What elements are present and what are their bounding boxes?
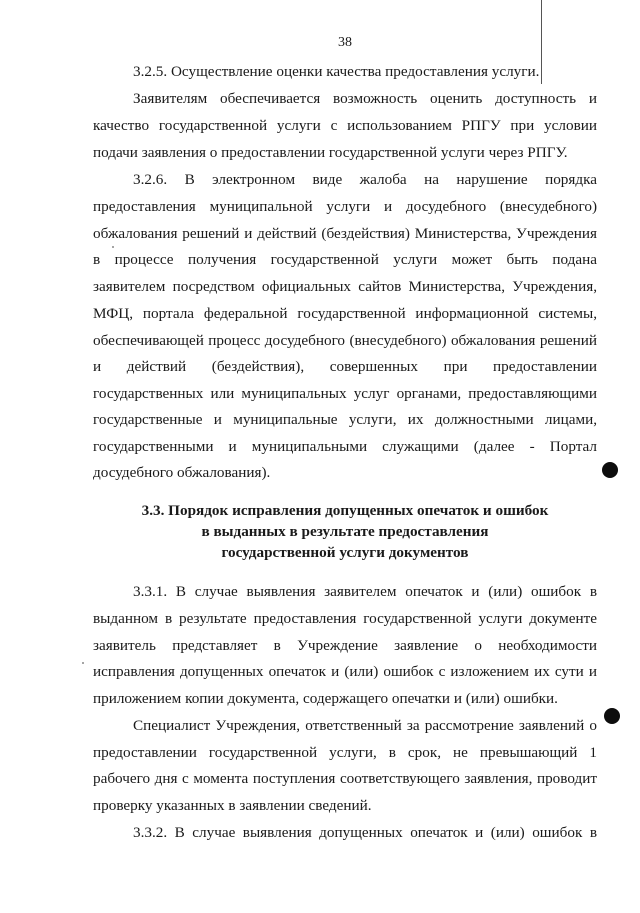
- section-heading: государственной услуги документов: [221, 544, 469, 561]
- paragraph-line: заявитель представляет в Учреждение заявление о необходимости: [93, 637, 597, 654]
- paragraph-3-3-2-line: 3.3.2. В случае выявления допущенных опечаток и (или) ошибок в: [133, 824, 597, 841]
- paragraph-line: подачи заявления о предоставлении государственной услуги через РПГУ.: [93, 144, 568, 161]
- paragraph-line: исправления допущенных опечаток и (или) ошибок с изложением их сути и: [93, 663, 597, 680]
- binder-hole: [604, 708, 620, 724]
- paragraph-line: государственных или муниципальных услуг органами, предоставляющими: [93, 385, 597, 402]
- paragraph-line: в процессе получения государственной услуги может быть подана: [93, 251, 597, 268]
- paragraph-line: и действий (бездействия), совершенных при предоставлении: [93, 358, 597, 375]
- page-number: 38: [338, 35, 352, 50]
- paragraph-line: досудебного обжалования).: [93, 464, 271, 481]
- paragraph-line: государственными и муниципальными служащими (далее - Портал: [93, 438, 597, 455]
- paragraph-3-3-1-line: 3.3.1. В случае выявления заявителем опечаток и (или) ошибок в: [133, 583, 597, 600]
- paragraph-line: Специалист Учреждения, ответственный за рассмотрение заявлений о: [133, 717, 597, 734]
- paragraph-line: Заявителям обеспечивается возможность оценить доступность и: [133, 90, 597, 107]
- binder-hole: [602, 462, 618, 478]
- paragraph-line: предоставления муниципальной услуги и досудебного (внесудебного): [93, 198, 597, 215]
- paragraph-line: заявителем посредством официальных сайтов Министерства, Учреждения,: [93, 278, 597, 295]
- paragraph-line: обеспечивающей процесс досудебного (внесудебного) обжалования решений: [93, 332, 597, 349]
- paragraph-line: государственные и муниципальные услуги, их должностными лицами,: [93, 411, 597, 428]
- paragraph-line: обжалования решений и действий (бездействия) Министерства, Учреждения: [93, 225, 597, 242]
- paragraph-line: предоставлении государственной услуги, в срок, не превышающий 1: [93, 744, 597, 761]
- scan-speck: [112, 246, 114, 248]
- paragraph-line: рабочего дня с момента поступления соответствующего заявления, проводит: [93, 770, 597, 787]
- paragraph-line: выданном в результате предоставления государственной услуги документе: [93, 610, 597, 627]
- paragraph-line: приложением копии документа, содержащего опечатки и (или) ошибки.: [93, 690, 558, 707]
- paragraph-3-2-6-line: 3.2.6. В электронном виде жалоба на нарушение порядка: [133, 171, 597, 188]
- paragraph-line: проверку указанных в заявлении сведений.: [93, 797, 372, 814]
- scan-speck: [82, 662, 84, 664]
- section-heading: в выданных в результате предоставления: [201, 523, 489, 540]
- paragraph-line: МФЦ, портала федеральной государственной информационной системы,: [93, 305, 597, 322]
- paragraph-line: качество государственной услуги с использованием РПГУ при условии: [93, 117, 597, 134]
- paragraph-3-2-5-line: 3.2.5. Осуществление оценки качества предоставления услуги.: [133, 63, 540, 80]
- section-heading: 3.3. Порядок исправления допущенных опечаток и ошибок: [141, 502, 549, 519]
